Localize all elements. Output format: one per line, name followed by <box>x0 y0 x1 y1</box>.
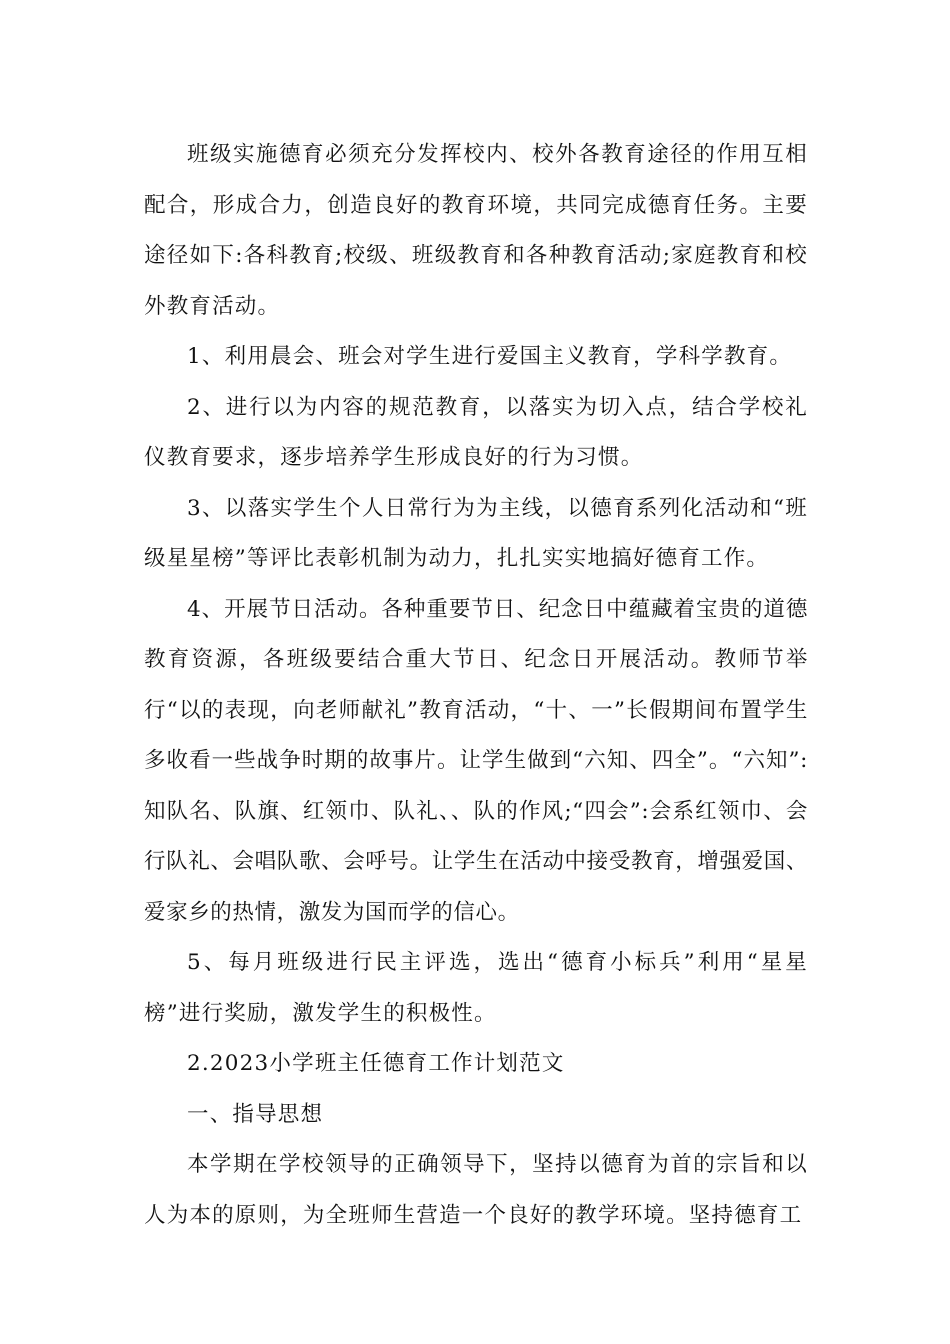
paragraph-item-4: 4、开展节日活动。各种重要节日、纪念日中蕴藏着宝贵的道德教育资源，各班级要结合重大节日、纪念日开展活动。教师节举行“以的表现，向老师献礼”教育活动，“十、一”长假期间布置学生多收看一些战争时期的故事片。让学生做到“六知、四全”。“六知”:知队名、队旗、红领巾、队礼、、队的作风;“四会”:会系红领巾、会行队礼、会唱队歌、会呼号。让学生在活动中接受教育，增强爱国、爱家乡的热情，激发为国而学的信心。 <box>144 596 808 925</box>
paragraph-intro: 班级实施德育必须充分发挥校内、校外各教育途径的作用互相配合，形成合力，创造良好的教育环境，共同完成德育任务。主要途径如下:各科教育;校级、班级教育和各种教育活动;家庭教育和校外教育活动。 <box>144 142 808 319</box>
subsection-title: 一、指导思想 <box>187 1101 324 1127</box>
section-title: 2.2023小学班主任德育工作计划范文 <box>187 1051 565 1076</box>
paragraph-item-3: 3、以落实学生个人日常行为为主线，以德育系列化活动和“班级星星榜”等评比表彰机制为动力，扎扎实实地搞好德育工作。 <box>144 495 808 571</box>
paragraph-guiding-thought: 本学期在学校领导的正确领导下，坚持以德育为首的宗旨和以人为本的原则，为全班师生营造一个良好的教学环境。坚持德育工 <box>144 1152 808 1228</box>
paragraph-item-1: 1、利用晨会、班会对学生进行爱国主义教育，学科学教育。 <box>187 344 793 369</box>
paragraph-item-5: 5、每月班级进行民主评选，选出“德育小标兵”利用“星星榜”进行奖励，激发学生的积极性。 <box>144 950 808 1026</box>
document-body <box>144 130 808 1241</box>
paragraph-item-2: 2、进行以为内容的规范教育，以落实为切入点，结合学校礼仪教育要求，逐步培养学生形成良好的行为习惯。 <box>144 394 808 470</box>
